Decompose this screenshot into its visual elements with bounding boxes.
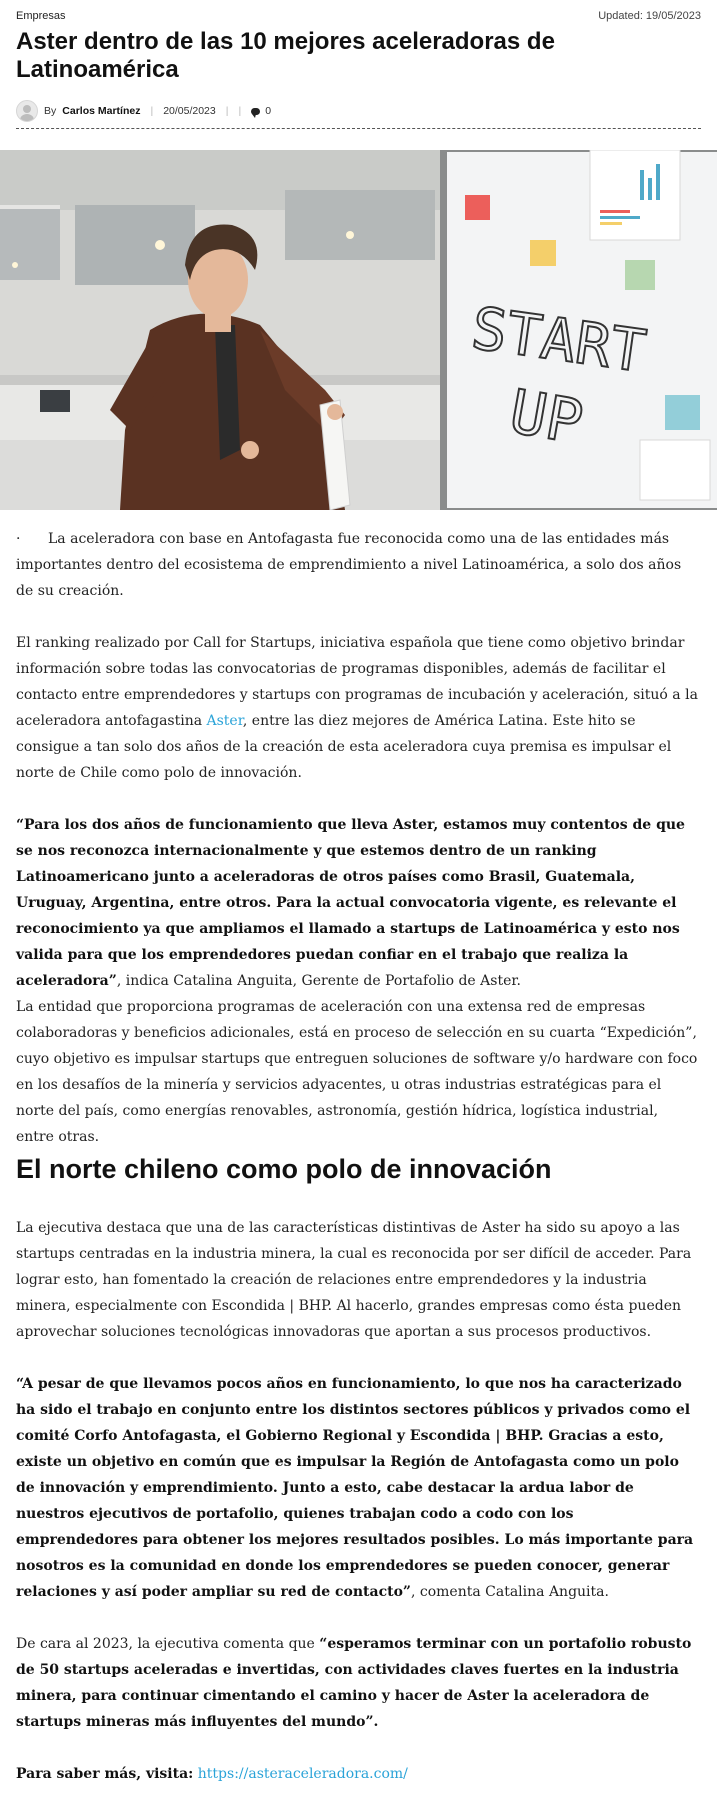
paragraph-6-quote (16, 1371, 700, 1605)
paragraph-4-text: La entidad que proporciona programas de aceleración con una extensa red de empresas colaboradoras y beneficios adicionales, está en proceso de selección en su cuarta “Expedición”, cuyo objetivo es impulsar startups que entreguen soluciones de software y/o hardware con foco en los desafíos de la minería y servicios adyacentes, u otras industrias estratégicas para el norte del país, como energías renovables, astronomía, gestión hídrica, logística industrial, entre otras. (16, 999, 698, 1145)
website-link[interactable]: https://asteraceleradora.com/ (197, 1766, 408, 1782)
paragraph-7-text: De cara al 2023, la ejecutiva comenta que (16, 1636, 320, 1652)
by-label: By (44, 105, 57, 117)
meta-separator: | (225, 105, 229, 117)
paragraph-3-quote (16, 812, 700, 994)
aster-link[interactable]: Aster (206, 713, 243, 729)
board-text-start: START (467, 293, 650, 386)
paragraph-5-text: La ejecutiva destaca que una de las características distintivas de Aster ha sido su apoyo a las startups centradas en la industria minera, la cual es reconocida por ser difícil de acceder. Para lograr esto, han fomentado la creación de relaciones entre emprendedores y la industria minera, especialmente con Escondida | BHP. Al hacerlo, grandes empresas como ésta pueden aprovechar soluciones tecnológicas innovadoras que aportan a sus procesos productivos. (16, 1220, 692, 1340)
category-link[interactable]: Empresas (16, 10, 66, 22)
quote-1-attribution: , indica Catalina Anguita, Gerente de Portafolio de Aster. (116, 973, 521, 989)
publish-date: 20/05/2023 (163, 105, 216, 117)
author-avatar[interactable] (16, 100, 38, 122)
article-title: Aster dentro de las 10 mejores aceleradoras de Latinoamérica (16, 28, 555, 83)
paragraph-1 (16, 526, 700, 604)
comment-count[interactable]: 0 (265, 105, 272, 117)
paragraph-2-text-b: , entre las diez mejores de América Latina. Este hito se consigue a tan solo dos años de la creación de esta aceleradora cuya premisa es impulsar el norte de Chile como polo de innovación. (16, 713, 672, 781)
quote-3: “esperamos terminar con un portafolio robusto de 50 startups aceleradas e invertidas, con actividades claves fuertes en la industria minera, para continuar cimentando el camino y hacer de Aster la aceleradora de startups mineras más influyentes del mundo”. (16, 1636, 692, 1730)
quote-2: “A pesar de que llevamos pocos años en funcionamiento, lo que nos ha caracterizado ha sido el trabajo en conjunto entre los distintos sectores públicos y privados como el comité Corfo Antofagasta, el Gobierno Regional y Escondida | BHP. Gracias a esto, existe un objetivo en común que es impulsar la Región de Antofagasta como un polo de innovación y emprendimiento. Junto a esto, cabe destacar la ardua labor de nuestros ejecutivos de portafolio, quienes trabajan codo a codo con los emprendedores para obtener los mejores resultados posibles. Lo más importante para nosotros es la comunidad en donde los emprendedores se pueden conocer, generar relaciones y así poder ampliar su red de contacto” (16, 1376, 694, 1600)
article-meta (16, 100, 701, 122)
paragraph-1-text: La aceleradora con base en Antofagasta fue reconocida como una de las entidades más importantes dentro del ecosistema de emprendimiento a nivel Latinoamérica, a solo dos años de su creación. (16, 531, 682, 599)
paragraph-4 (16, 994, 700, 1150)
paragraph-2-text-a: El ranking realizado por Call for Startups, iniciativa española que tiene como objetivo brindar información sobre todas las convocatorias de programas disponibles, además de facilitar el contacto entre emprendedores y startups con programas de incubación y aceleración, situó a la aceleradora antofagastina (16, 635, 698, 729)
quote-2-attribution: , comenta Catalina Anguita. (410, 1584, 609, 1600)
paragraph-2 (16, 630, 700, 786)
quote-1: “Para los dos años de funcionamiento que lleva Aster, estamos muy contentos de que se nos reconozca internacionalmente y que estemos dentro de un ranking Latinoamericano junto a aceleradoras de otros países como Brasil, Guatemala, Uruguay, Argentina, entre otros. Para la actual convocatoria vigente, es relevante el reconocimiento ya que ampliamos el llamado a startups de Latinoamérica y esto nos valida para que los emprendedores puedan confiar en el trabajo que realiza la aceleradora” (16, 817, 685, 989)
meta-separator: | (150, 105, 154, 117)
paragraph-7 (16, 1631, 700, 1735)
comment-icon[interactable] (251, 108, 260, 115)
board-text-up: UP (504, 376, 588, 459)
paragraph-5 (16, 1215, 700, 1345)
top-bar (16, 8, 701, 26)
meta-separator: | (238, 105, 242, 117)
updated-date: Updated: 19/05/2023 (598, 10, 701, 22)
paragraph-8 (16, 1761, 700, 1787)
meta-divider (16, 128, 701, 129)
author-name[interactable]: Carlos Martínez (62, 105, 141, 117)
section-heading: El norte chileno como polo de innovación (16, 1154, 552, 1184)
hero-image (0, 150, 717, 510)
more-info-label: Para saber más, visita: (16, 1766, 194, 1782)
bullet-mark: · (16, 531, 21, 547)
